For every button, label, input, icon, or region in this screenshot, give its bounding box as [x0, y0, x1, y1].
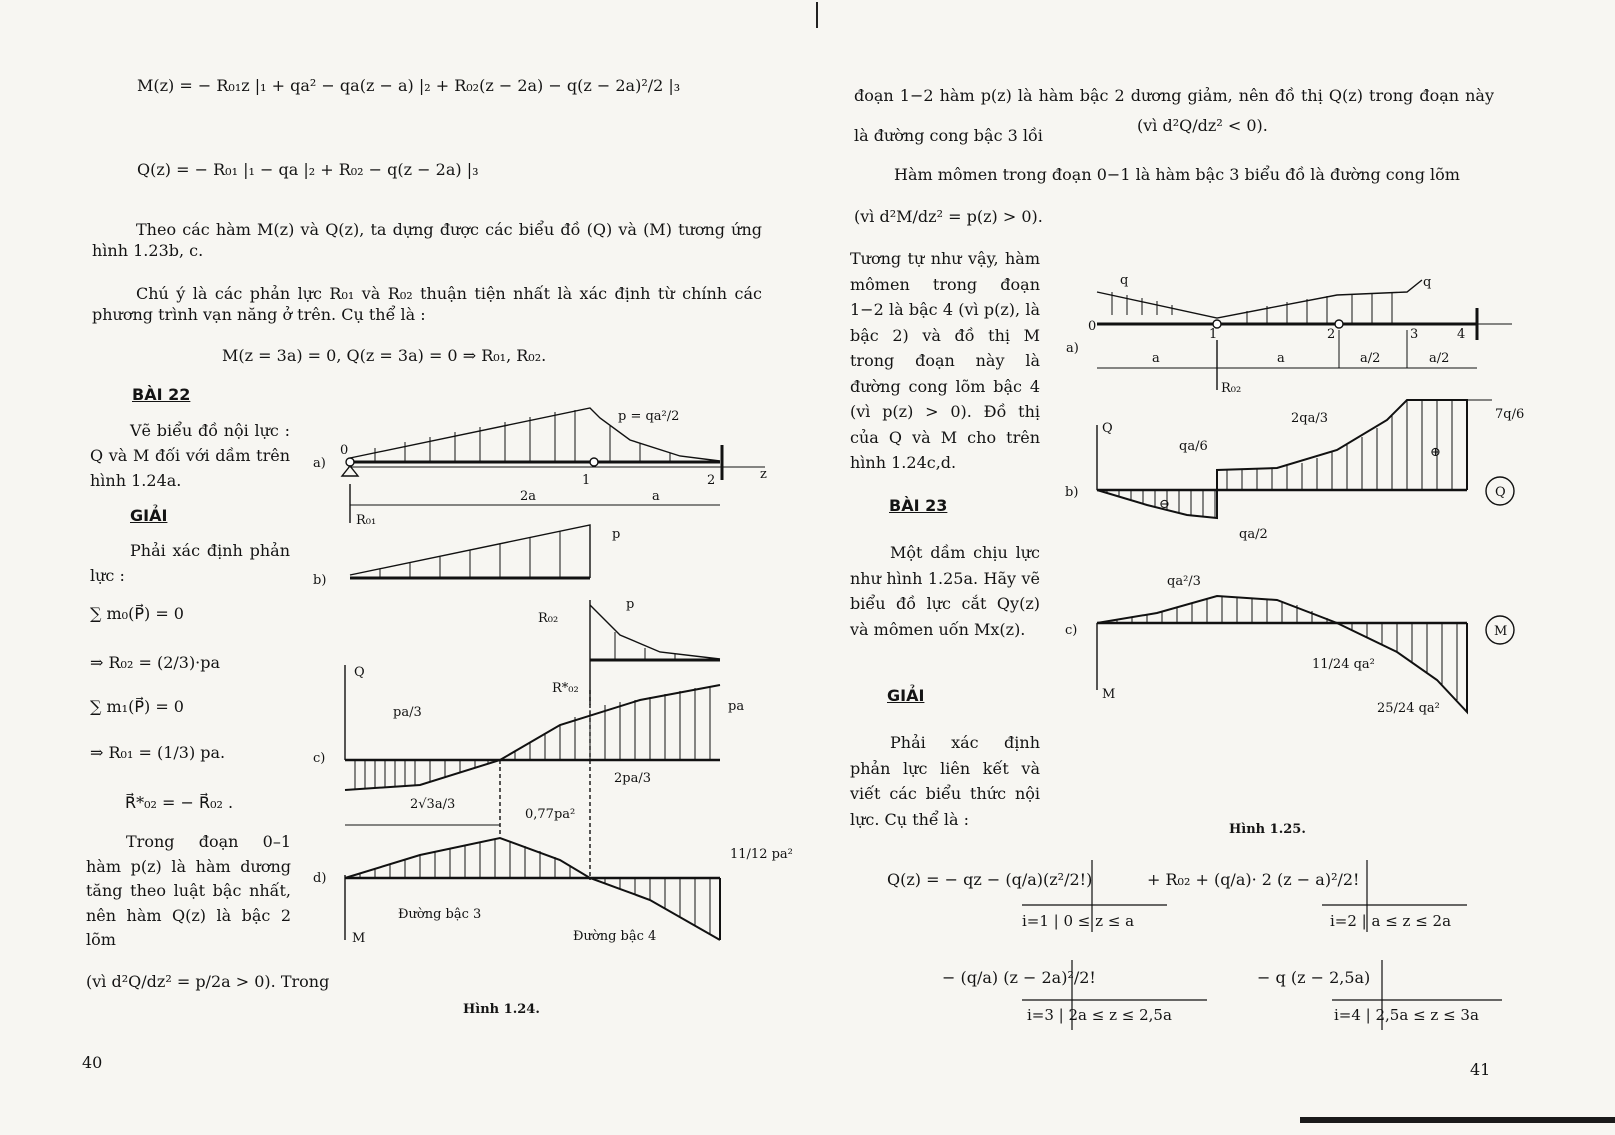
equation-R01: ⇒ R₀₁ = (1/3) pa. [90, 743, 226, 762]
equation-R02-star: R⃗*₀₂ = − R⃗₀₂ . [125, 793, 234, 812]
label-circle-M: M [1494, 624, 1508, 639]
label-1-25-a: a) [1066, 341, 1079, 356]
left-page [0, 0, 807, 1135]
label-1-25-M-axis: M [1102, 687, 1116, 702]
label-2sqrt3a: 2√3a/3 [410, 797, 456, 812]
heading-giai: GIẢI [130, 506, 168, 525]
equation-Q1: Q(z) = − qz − (q/a)(z²/2!) [887, 870, 1093, 889]
label-2qa3: 2qa/3 [1291, 411, 1328, 426]
right-paragraph-1-equation: (vì d²Q/dz² < 0). [1137, 116, 1268, 135]
equation-Q1-range: i=1 | 0 ≤ z ≤ a [1022, 912, 1135, 930]
heading-bai-23: BÀI 23 [889, 496, 948, 515]
label-c: c) [313, 751, 326, 766]
label-1-25-n4: 4 [1457, 327, 1466, 342]
label-1-25-n2: 2 [1327, 327, 1336, 342]
figure-1-25 [807, 0, 1615, 1135]
equation-R02: ⇒ R₀₂ = (2/3)·pa [90, 653, 221, 672]
label-1-25-a1: a [1152, 351, 1160, 366]
label-11-12pa2: 11/12 pa² [730, 847, 793, 862]
label-1-25-a2-half: a/2 [1360, 351, 1381, 366]
equation-Q3: − (q/a) (z − 2a)²/2! [942, 968, 1096, 987]
Q-curve [345, 685, 720, 790]
label-1-25-R02: R₀₂ [1221, 381, 1242, 396]
label-1-25-b: b) [1065, 485, 1079, 500]
right-page [807, 0, 1615, 1135]
label-node-0: 0 [340, 443, 349, 458]
label-duong-bac-4: Đường bậc 4 [573, 929, 657, 944]
label-R02-star: R*₀₂ [552, 681, 579, 696]
label-pa3: pa/3 [393, 705, 422, 720]
label-circle-Q: Q [1495, 485, 1506, 500]
label-p-b: p [612, 527, 621, 542]
label-p-b2: p [626, 597, 635, 612]
load-curve-b-right [590, 605, 720, 659]
label-d: d) [313, 871, 327, 886]
paragraph-1: Theo các hàm M(z) và Q(z), ta dựng được các biểu đồ (Q) và (M) tương ứng hình 1.23b, c. [92, 220, 762, 260]
label-1-25-n1: 1 [1209, 327, 1218, 342]
equation-sum-m0: ∑ m₀(P⃗) = 0 [90, 604, 184, 623]
label-q-right: q [1423, 275, 1432, 290]
bai23-text: Một dầm chịu lực như hình 1.25a. Hãy vẽ biểu đồ lực cắt Qy(z) và mômen uốn Mx(z). [850, 543, 1040, 639]
label-R01: R₀₁ [356, 513, 377, 528]
equation-Q2-range: i=2 | a ≤ z ≤ 2a [1330, 912, 1452, 930]
label-2a: 2a [520, 489, 537, 504]
heading-giai-right: GIẢI [887, 686, 925, 705]
heading-bai-22: BÀI 22 [132, 385, 191, 404]
label-1-25-Q-axis: Q [1102, 421, 1113, 436]
label-pa: pa [728, 699, 745, 714]
label-plus: ⊕ [1430, 445, 1441, 460]
equation-M: M(z) = − R₀₁z |₁ + qa² − qa(z − a) |₂ + R₀₂(z − 2a) − q(z − 2a)²/2 |₃ [137, 76, 681, 95]
figure-caption-1-25: Hình 1.25. [1229, 822, 1306, 837]
equation-sum-m1: ∑ m₁(P⃗) = 0 [90, 697, 184, 716]
label-1-25-c: c) [1065, 623, 1078, 638]
giai-text-right: Phải xác định phản lực liên kết và viết các biểu thức nội lực. Cụ thể là : [850, 733, 1040, 829]
label-1-25-a2: a [1277, 351, 1285, 366]
figure-1-24 [0, 0, 807, 1135]
bai22-text: Vẽ biểu đồ nội lực : Q và M đối với dầm trên hình 1.24a. [90, 421, 290, 490]
label-node-2: 2 [707, 473, 716, 488]
page-number-right: 41 [1470, 1060, 1491, 1079]
label-R02: R₀₂ [538, 611, 559, 626]
equation-Q3-range: i=3 | 2a ≤ z ≤ 2,5a [1027, 1006, 1172, 1024]
giai-text: Phải xác định phản lực : [90, 541, 290, 585]
label-2pa3: 2pa/3 [614, 771, 651, 786]
equation-Q: Q(z) = − R₀₁ |₁ − qa |₂ + R₀₂ − q(z − 2a) |₃ [137, 160, 479, 179]
right-paragraph-2-equation: (vì d²M/dz² = p(z) > 0). [854, 207, 1043, 226]
label-qa2-3: qa²/3 [1167, 574, 1201, 589]
label-1-25-a2-half-b: a/2 [1429, 351, 1450, 366]
label-qa2: qa/2 [1239, 527, 1268, 542]
label-qa6: qa/6 [1179, 439, 1208, 454]
equation-condition: M(z = 3a) = 0, Q(z = 3a) = 0 ⇒ R₀₁, R₀₂. [222, 346, 547, 365]
label-z: z [760, 467, 767, 482]
label-25-24qa2: 25/24 qa² [1377, 701, 1440, 716]
label-p-eq: p = qa²/2 [618, 409, 680, 424]
equation-Q4-range: i=4 | 2,5a ≤ z ≤ 3a [1334, 1006, 1479, 1024]
label-duong-bac-3: Đường bậc 3 [398, 907, 482, 922]
label-q-left: q [1120, 273, 1129, 288]
Q-curve-1-25 [1097, 400, 1467, 518]
label-a: a) [313, 456, 326, 471]
paragraph-2: Chú ý là các phản lực R₀₁ và R₀₂ thuận tiện nhất là xác định từ chính các phương trình vạn năng ở trên. Cụ thể là : [92, 284, 762, 324]
label-minus: ⊖ [1159, 497, 1170, 512]
hinge-1-a [590, 458, 598, 466]
right-paragraph-2: Hàm mômen trong đoạn 0−1 là hàm bậc 3 biểu đồ là đường cong lõm [894, 165, 1460, 184]
paragraph-3-equation: (vì d²Q/dz² = p/2a > 0). Trong [86, 972, 330, 991]
hinge-1-25-2 [1335, 320, 1343, 328]
label-11-24qa2: 11/24 qa² [1312, 657, 1375, 672]
label-a-dim: a [652, 489, 660, 504]
label-1-25-n3: 3 [1410, 327, 1419, 342]
M-curve [345, 838, 720, 940]
label-7q6: 7q/6 [1495, 407, 1525, 422]
load-q-curve [1097, 280, 1422, 318]
paragraph-3: Trong đoạn 0–1 hàm p(z) là hàm dương tăng theo luật bậc nhất, nên hàm Q(z) là bậc 2 lõm [86, 832, 291, 949]
label-1-25-n0: 0 [1088, 319, 1097, 334]
label-077pa2: 0,77pa² [525, 807, 576, 822]
page-number-left: 40 [82, 1053, 103, 1072]
equation-Q2: + R₀₂ + (q/a)· 2 (z − a)²/2! [1147, 870, 1360, 889]
bottom-edge-bar [1300, 1117, 1615, 1123]
label-M-axis: M [352, 931, 366, 946]
label-node-1: 1 [582, 473, 591, 488]
equation-Q4: − q (z − 2,5a) [1257, 968, 1371, 987]
label-Q-axis: Q [354, 665, 365, 680]
right-paragraph-1: đoạn 1−2 hàm p(z) là hàm bậc 2 dương giảm, nên đồ thị Q(z) trong đoạn này là đường cong bậc 3 lồi [854, 86, 1494, 145]
hinge-0-a [346, 458, 354, 466]
label-b: b) [313, 573, 327, 588]
figure-caption-1-24: Hình 1.24. [463, 1002, 540, 1017]
right-paragraph-3: Tương tự như vậy, hàm mômen trong đoạn 1−2 là bậc 4 (vì p(z), là bậc 2) và đồ thị M trong đoạn này là đường cong lõm bậc 4 (vì p(z) > 0). Đồ thị của Q và M cho trên hình 1.24c,d. [850, 249, 1040, 472]
